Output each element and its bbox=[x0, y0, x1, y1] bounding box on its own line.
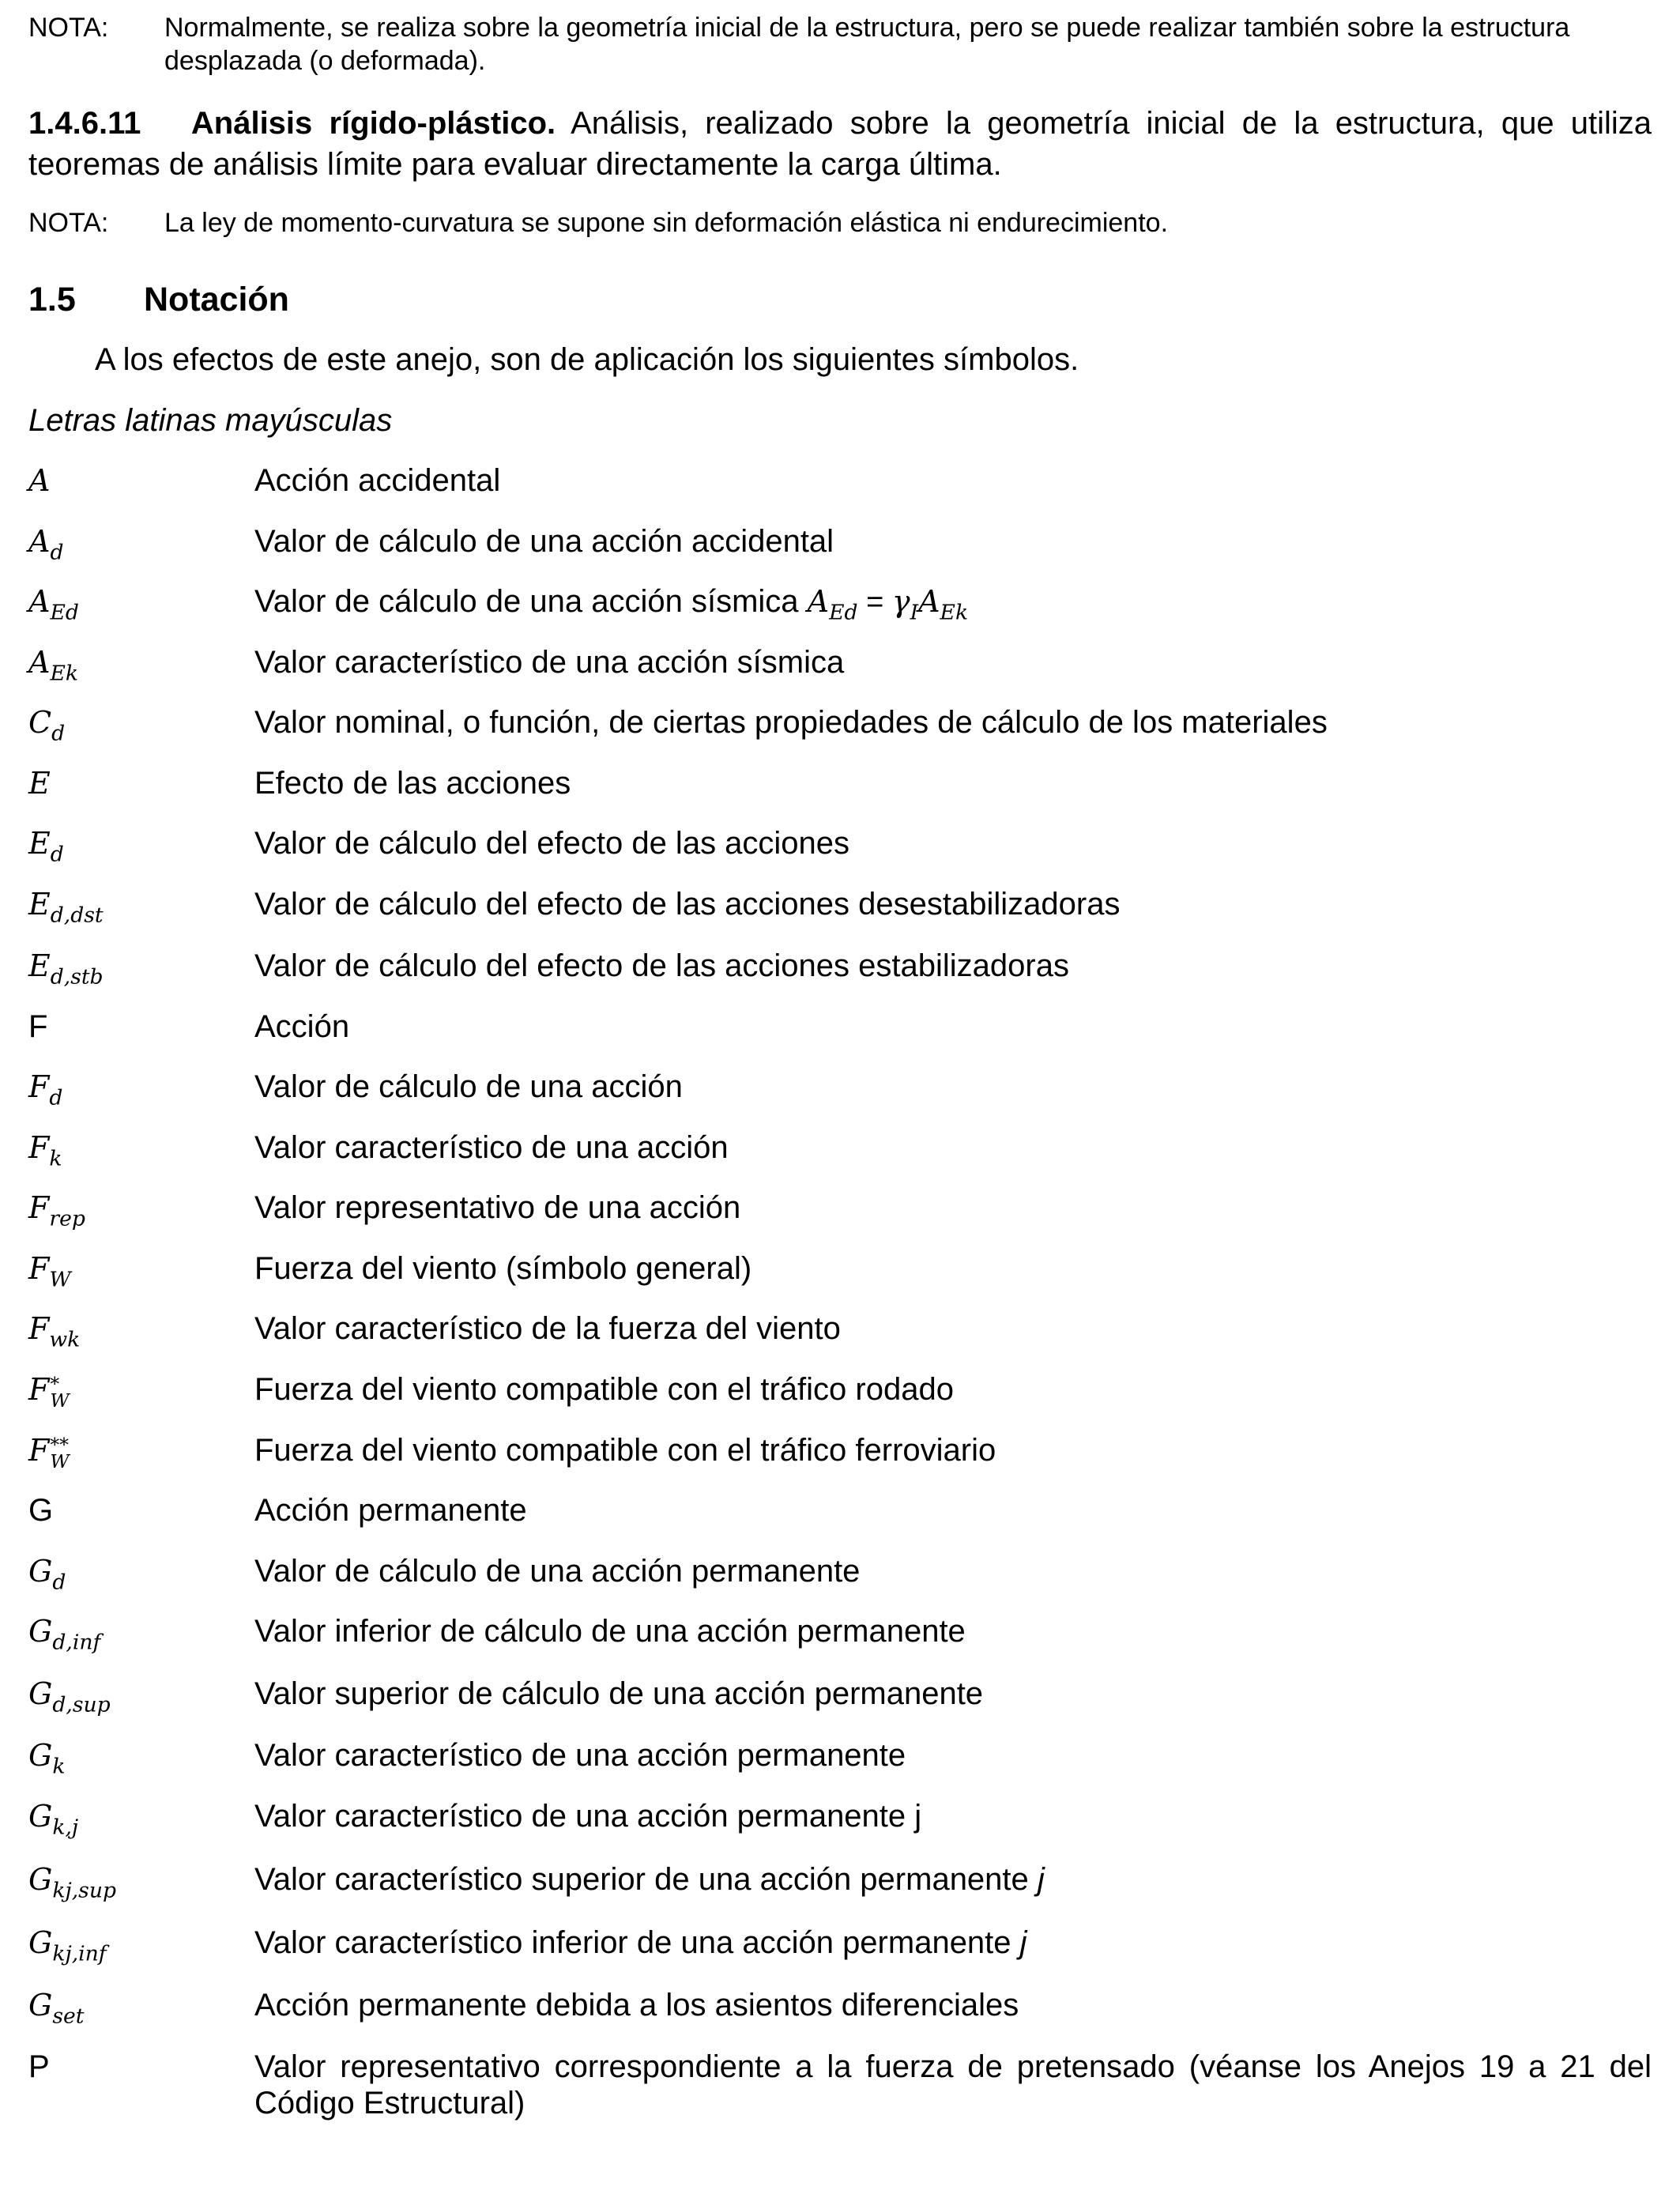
symbol-base: E bbox=[28, 948, 51, 983]
symbol bbox=[28, 583, 254, 631]
symbol-row bbox=[28, 2049, 1652, 2121]
heading-number: 1.5 bbox=[28, 281, 76, 319]
symbol-base: A bbox=[28, 645, 51, 680]
symbol-base: F bbox=[28, 1311, 50, 1346]
symbol bbox=[28, 1676, 254, 1723]
description-text: Efecto de las acciones bbox=[254, 766, 571, 801]
description-text: Valor representativo de una acción bbox=[254, 1190, 741, 1225]
note-text: Normalmente, se realiza sobre la geometría inicial de la estructura, pero se puede realizar también sobre la estructura desplazada (o deformada). bbox=[164, 13, 1570, 76]
symbol-subscript: d bbox=[52, 1570, 66, 1595]
symbol-base: G bbox=[28, 1988, 53, 2022]
symbol-base: A bbox=[28, 584, 51, 619]
symbol-base: G bbox=[28, 1738, 53, 1773]
symbol-row bbox=[28, 1492, 1652, 1529]
note-1 bbox=[28, 11, 1652, 77]
formula-action-subscript: Ek bbox=[940, 600, 969, 625]
symbol-subscript: d bbox=[50, 842, 64, 867]
symbol-base: F bbox=[28, 1433, 50, 1468]
symbol-base: G bbox=[28, 1925, 53, 1960]
symbol-base: G bbox=[28, 1614, 53, 1649]
section-text: Análisis, realizado sobre la geometría inicial de la estructura, que utiliza teoremas de análisis límite para evaluar directamente la carga última. bbox=[28, 106, 1652, 182]
description-text: Valor de cálculo del efecto de las acciones estabilizadoras bbox=[254, 948, 1069, 983]
note-2 bbox=[28, 206, 1652, 239]
description-text: Valor característico de una acción permanente j bbox=[254, 1799, 922, 1834]
symbol-base: P bbox=[28, 2049, 50, 2084]
description-text: Valor característico de una acción permanente bbox=[254, 1738, 906, 1773]
symbol-description bbox=[254, 1737, 1652, 1785]
symbol-base: A bbox=[28, 463, 51, 498]
description-text: Acción accidental bbox=[254, 463, 501, 498]
symbol-description bbox=[254, 583, 1652, 631]
symbol-base: A bbox=[28, 524, 51, 559]
symbol-description bbox=[254, 765, 1652, 801]
symbol-subscript: W bbox=[50, 1389, 70, 1412]
description-text: Fuerza del viento (símbolo general) bbox=[254, 1251, 752, 1286]
description-text: Valor de cálculo del efecto de las acciones bbox=[254, 826, 850, 861]
symbol-description bbox=[254, 1069, 1652, 1116]
symbol-row bbox=[28, 704, 1652, 752]
symbol-description bbox=[254, 1008, 1652, 1045]
symbol-description bbox=[254, 2049, 1652, 2121]
description-text: Valor de cálculo del efecto de las acciones desestabilizadoras bbox=[254, 887, 1121, 922]
symbol-row bbox=[28, 1310, 1652, 1358]
symbol-subscript: k,j bbox=[52, 1815, 79, 1840]
heading-notacion bbox=[28, 281, 289, 319]
symbol-row bbox=[28, 1069, 1652, 1116]
formula-action: A bbox=[918, 584, 940, 619]
symbol-description bbox=[254, 704, 1652, 752]
symbol-superscript: ** bbox=[50, 1434, 69, 1457]
symbol-base: G bbox=[28, 1676, 53, 1711]
formula-factor: γ bbox=[891, 584, 910, 619]
symbol-subscript: k bbox=[49, 1146, 62, 1171]
symbol-description bbox=[254, 948, 1652, 995]
symbol-base: F bbox=[28, 1009, 48, 1044]
symbol bbox=[28, 1189, 254, 1237]
description-text: Acción bbox=[254, 1009, 350, 1044]
symbol bbox=[28, 1492, 254, 1529]
symbol bbox=[28, 1613, 254, 1661]
formula bbox=[807, 584, 969, 625]
symbol-base: F bbox=[28, 1372, 50, 1407]
symbol bbox=[28, 1310, 254, 1358]
symbol-description bbox=[254, 1798, 1652, 1845]
symbol-subscript: Ek bbox=[50, 661, 78, 686]
symbol-row bbox=[28, 1008, 1652, 1045]
heading-title: Notación bbox=[144, 281, 289, 319]
note-label: NOTA: bbox=[28, 13, 109, 43]
symbol bbox=[28, 948, 254, 995]
symbol bbox=[28, 825, 254, 873]
symbol-row bbox=[28, 825, 1652, 873]
symbol-row bbox=[28, 765, 1652, 801]
symbol-subscript: kj,inf bbox=[52, 1941, 107, 1966]
symbol-base: G bbox=[28, 1554, 53, 1589]
symbol-row bbox=[28, 1371, 1652, 1412]
symbol-superscript: * bbox=[50, 1373, 60, 1396]
symbol bbox=[28, 523, 254, 571]
symbol bbox=[28, 1008, 254, 1045]
symbol-description bbox=[254, 1987, 1652, 2034]
symbol-subscript: d,inf bbox=[52, 1630, 101, 1655]
symbol bbox=[28, 1250, 254, 1298]
note-text: La ley de momento-curvatura se supone sin deformación elástica ni endurecimiento. bbox=[164, 208, 1169, 238]
formula-equals: = bbox=[857, 586, 892, 619]
description-text: Valor de cálculo de una acción accidental bbox=[254, 524, 834, 559]
symbol-row bbox=[28, 948, 1652, 995]
symbol-row bbox=[28, 1432, 1652, 1472]
symbol-subscript: W bbox=[49, 1267, 71, 1292]
symbol bbox=[28, 1924, 254, 1972]
symbol bbox=[28, 462, 254, 499]
symbol bbox=[28, 704, 254, 752]
symbol bbox=[28, 1737, 254, 1785]
symbol-subscript: d bbox=[49, 1085, 63, 1110]
symbol-description bbox=[254, 462, 1652, 499]
description-italic-index: j bbox=[1019, 1925, 1027, 1960]
symbol-base: E bbox=[28, 826, 51, 861]
description-text: Valor característico superior de una acción permanente bbox=[254, 1862, 1029, 1897]
symbol-base: F bbox=[28, 1069, 50, 1104]
symbol-row bbox=[28, 1189, 1652, 1237]
symbol bbox=[28, 1798, 254, 1845]
symbol bbox=[28, 1987, 254, 2034]
description-text: Valor característico inferior de una acción permanente bbox=[254, 1925, 1011, 1960]
symbol-row bbox=[28, 886, 1652, 933]
symbol-description bbox=[254, 1676, 1652, 1723]
symbol-row bbox=[28, 1250, 1652, 1298]
description-text: Valor superior de cálculo de una acción permanente bbox=[254, 1676, 984, 1711]
symbol-base: G bbox=[28, 1862, 53, 1897]
description-text: Valor característico de una acción bbox=[254, 1130, 729, 1165]
intro-text: A los efectos de este anejo, son de aplicación los siguientes símbolos. bbox=[95, 342, 1079, 377]
symbol-description bbox=[254, 1189, 1652, 1237]
symbol-row bbox=[28, 1676, 1652, 1723]
description-text: Acción permanente debida a los asientos diferenciales bbox=[254, 1988, 1019, 2022]
description-text: Valor inferior de cálculo de una acción permanente bbox=[254, 1614, 966, 1649]
symbol-subscript: W bbox=[50, 1449, 70, 1472]
symbol-description bbox=[254, 1310, 1652, 1358]
symbol-subscript: kj,sup bbox=[52, 1878, 116, 1903]
symbol-subscript: k bbox=[52, 1754, 66, 1779]
symbol-subscript: set bbox=[52, 2004, 85, 2029]
symbol-description bbox=[254, 1492, 1652, 1529]
symbol-description bbox=[254, 1432, 1652, 1469]
symbol-description bbox=[254, 523, 1652, 571]
symbol bbox=[28, 1069, 254, 1116]
symbol-description bbox=[254, 1861, 1652, 1909]
symbol bbox=[28, 1129, 254, 1177]
note-label: NOTA: bbox=[28, 208, 109, 238]
symbol-row bbox=[28, 1798, 1652, 1845]
symbol-row bbox=[28, 583, 1652, 631]
symbol-row bbox=[28, 462, 1652, 499]
symbol-base: G bbox=[28, 1493, 54, 1528]
symbol-description bbox=[254, 825, 1652, 873]
symbol-description bbox=[254, 886, 1652, 933]
symbol-description bbox=[254, 644, 1652, 692]
symbol-scripts bbox=[50, 1434, 70, 1472]
symbol bbox=[28, 2049, 254, 2121]
description-text: Acción permanente bbox=[254, 1493, 527, 1528]
symbol-description bbox=[254, 1613, 1652, 1661]
symbol-row bbox=[28, 1737, 1652, 1785]
symbol-description bbox=[254, 1129, 1652, 1177]
symbol-subscript: d,dst bbox=[50, 903, 104, 928]
symbol-base: F bbox=[28, 1251, 50, 1286]
formula-lhs-subscript: Ed bbox=[829, 600, 858, 625]
symbol bbox=[28, 1553, 254, 1600]
subheading: Letras latinas mayúsculas bbox=[28, 403, 393, 438]
symbol-base: E bbox=[28, 887, 51, 922]
section-title: Análisis rígido-plástico. bbox=[190, 106, 556, 141]
description-text: Valor característico de una acción sísmica bbox=[254, 645, 845, 680]
description-text: Valor representativo correspondiente a la fuerza de pretensado (véanse los Anejos 19 a 21 del Código Estructural) bbox=[254, 2049, 1652, 2120]
formula-factor-subscript: I bbox=[910, 600, 919, 625]
symbol-row bbox=[28, 1861, 1652, 1909]
symbol-subscript: rep bbox=[49, 1206, 85, 1231]
description-text: Fuerza del viento compatible con el tráfico ferroviario bbox=[254, 1433, 996, 1468]
symbol-base: F bbox=[28, 1130, 50, 1165]
symbol bbox=[28, 644, 254, 692]
symbol bbox=[28, 886, 254, 933]
symbol-description bbox=[254, 1924, 1652, 1972]
description-italic-index: j bbox=[1037, 1862, 1045, 1897]
symbol-subscript: d bbox=[50, 540, 64, 565]
symbol-row bbox=[28, 1553, 1652, 1600]
formula-lhs: A bbox=[807, 584, 830, 619]
symbol bbox=[28, 1861, 254, 1909]
symbol-subscript: d,sup bbox=[52, 1692, 111, 1717]
symbol-description bbox=[254, 1553, 1652, 1600]
section-1-4-6-11 bbox=[28, 103, 1652, 185]
symbol-base: E bbox=[28, 766, 51, 801]
symbol-row bbox=[28, 1613, 1652, 1661]
symbol-description bbox=[254, 1250, 1652, 1298]
symbol bbox=[28, 1432, 254, 1472]
symbol-row bbox=[28, 644, 1652, 692]
symbol-row bbox=[28, 1987, 1652, 2034]
description-text: Valor de cálculo de una acción bbox=[254, 1069, 683, 1104]
description-text: Fuerza del viento compatible con el tráfico rodado bbox=[254, 1372, 954, 1407]
symbol-description bbox=[254, 1371, 1652, 1408]
symbol-base: G bbox=[28, 1799, 53, 1834]
symbol-row bbox=[28, 523, 1652, 571]
section-number: 1.4.6.11 bbox=[28, 106, 141, 141]
symbol-subscript: d,stb bbox=[50, 964, 104, 990]
symbol-subscript: wk bbox=[49, 1327, 81, 1352]
symbol bbox=[28, 1371, 254, 1412]
description-text: Valor característico de la fuerza del viento bbox=[254, 1311, 841, 1346]
symbol-row bbox=[28, 1924, 1652, 1972]
symbol bbox=[28, 765, 254, 801]
symbol-base: F bbox=[28, 1190, 50, 1225]
description-text: Valor nominal, o función, de ciertas propiedades de cálculo de los materiales bbox=[254, 705, 1328, 740]
symbol-subscript: d bbox=[51, 721, 66, 746]
description-text: Valor de cálculo de una acción sísmica bbox=[254, 584, 799, 619]
symbol-scripts bbox=[50, 1373, 70, 1412]
symbol-row bbox=[28, 1129, 1652, 1177]
description-text: Valor de cálculo de una acción permanente bbox=[254, 1554, 861, 1589]
symbol-subscript: Ed bbox=[50, 600, 79, 625]
symbol-base: C bbox=[28, 705, 52, 740]
